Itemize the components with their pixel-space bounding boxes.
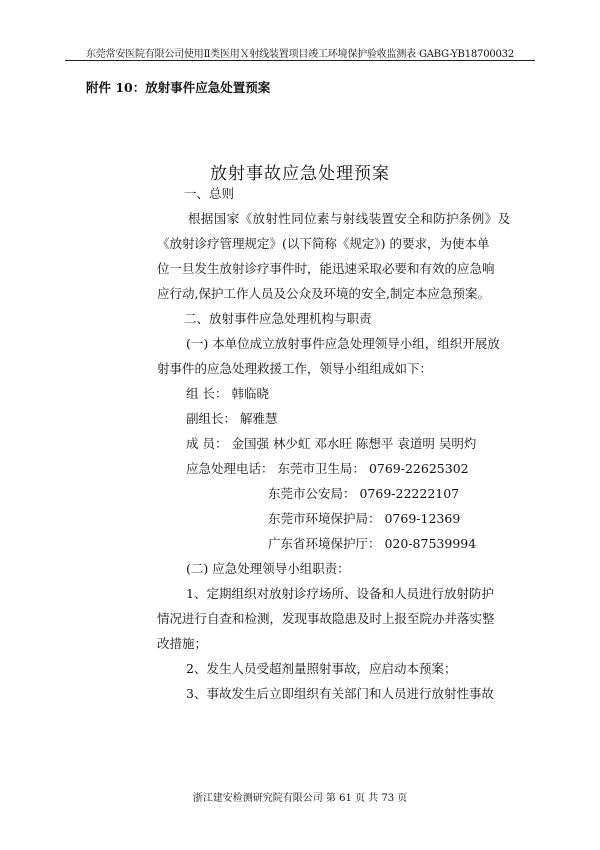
sub1-line2: 射事件的应急处理救援工作，领导小组组成如下： <box>157 361 433 376</box>
duty1-line3: 改措施； <box>157 636 208 651</box>
contact-line-4: 广东省环境保护厅： 020-87539994 <box>268 536 477 551</box>
group-deputy: 副组长： 解雅慧 <box>186 411 278 426</box>
contact-line-1: 应急处理电话： 东莞市卫生局： 0769-22625302 <box>186 461 469 476</box>
section1-heading: 一、总则 <box>184 186 235 201</box>
sub1-line1: (一) 本单位成立放射事件应急处理领导小组，组织开展放 <box>186 336 500 351</box>
para1-line1: 根据国家《放射性同位素与射线装置安全和防护条例》及 <box>188 211 511 226</box>
para1-line4: 应行动,保护工作人员及公众及环境的安全,制定本应急预案。 <box>157 286 490 301</box>
page-header: 东莞常安医院有限公司使用Ⅱ类医用Ｘ射线装置项目竣工环境保护验收监测表 GABG-YB18700032 <box>85 49 515 60</box>
duty1-line1: 1、定期组织对放射诊疗场所、设备和人员进行放射防护 <box>186 586 494 601</box>
duty1-line2: 情况进行自查和检测，发现事故隐患及时上报至院办并落实整 <box>157 611 495 626</box>
document-title: 放射事故应急处理预案 <box>210 164 390 184</box>
para1-line2: 《放射诊疗管理规定》(以下简称《规定》) 的要求，为使本单 <box>157 236 490 251</box>
section2-heading: 二、放射事件应急处理机构与职责 <box>184 311 372 326</box>
group-members: 成 员： 金国强 林少虹 邓水旺 陈想平 袁道明 吴明灼 <box>186 436 477 451</box>
group-leader: 组 长： 韩临晓 <box>186 386 269 401</box>
sub2-heading: (二) 应急处理领导小组职责： <box>186 561 350 576</box>
attachment-title: 附件 10：放射事件应急处置预案 <box>86 80 271 95</box>
para1-line3: 位一旦发生放射诊疗事件时，能迅速采取必要和有效的应急响 <box>157 261 495 276</box>
header-divider <box>65 60 535 61</box>
contact-line-2: 东莞市公安局： 0769-22222107 <box>268 486 460 501</box>
duty3-line: 3、事故发生后立即组织有关部门和人员进行放射性事故 <box>186 686 494 701</box>
duty2-line: 2、发生人员受超剂量照射事故，应启动本预案； <box>186 661 457 676</box>
page-footer: 浙江建安检测研究院有限公司 第 61 页 共 73 页 <box>192 793 408 804</box>
contact-line-3: 东莞市环境保护局： 0769-12369 <box>268 511 461 526</box>
